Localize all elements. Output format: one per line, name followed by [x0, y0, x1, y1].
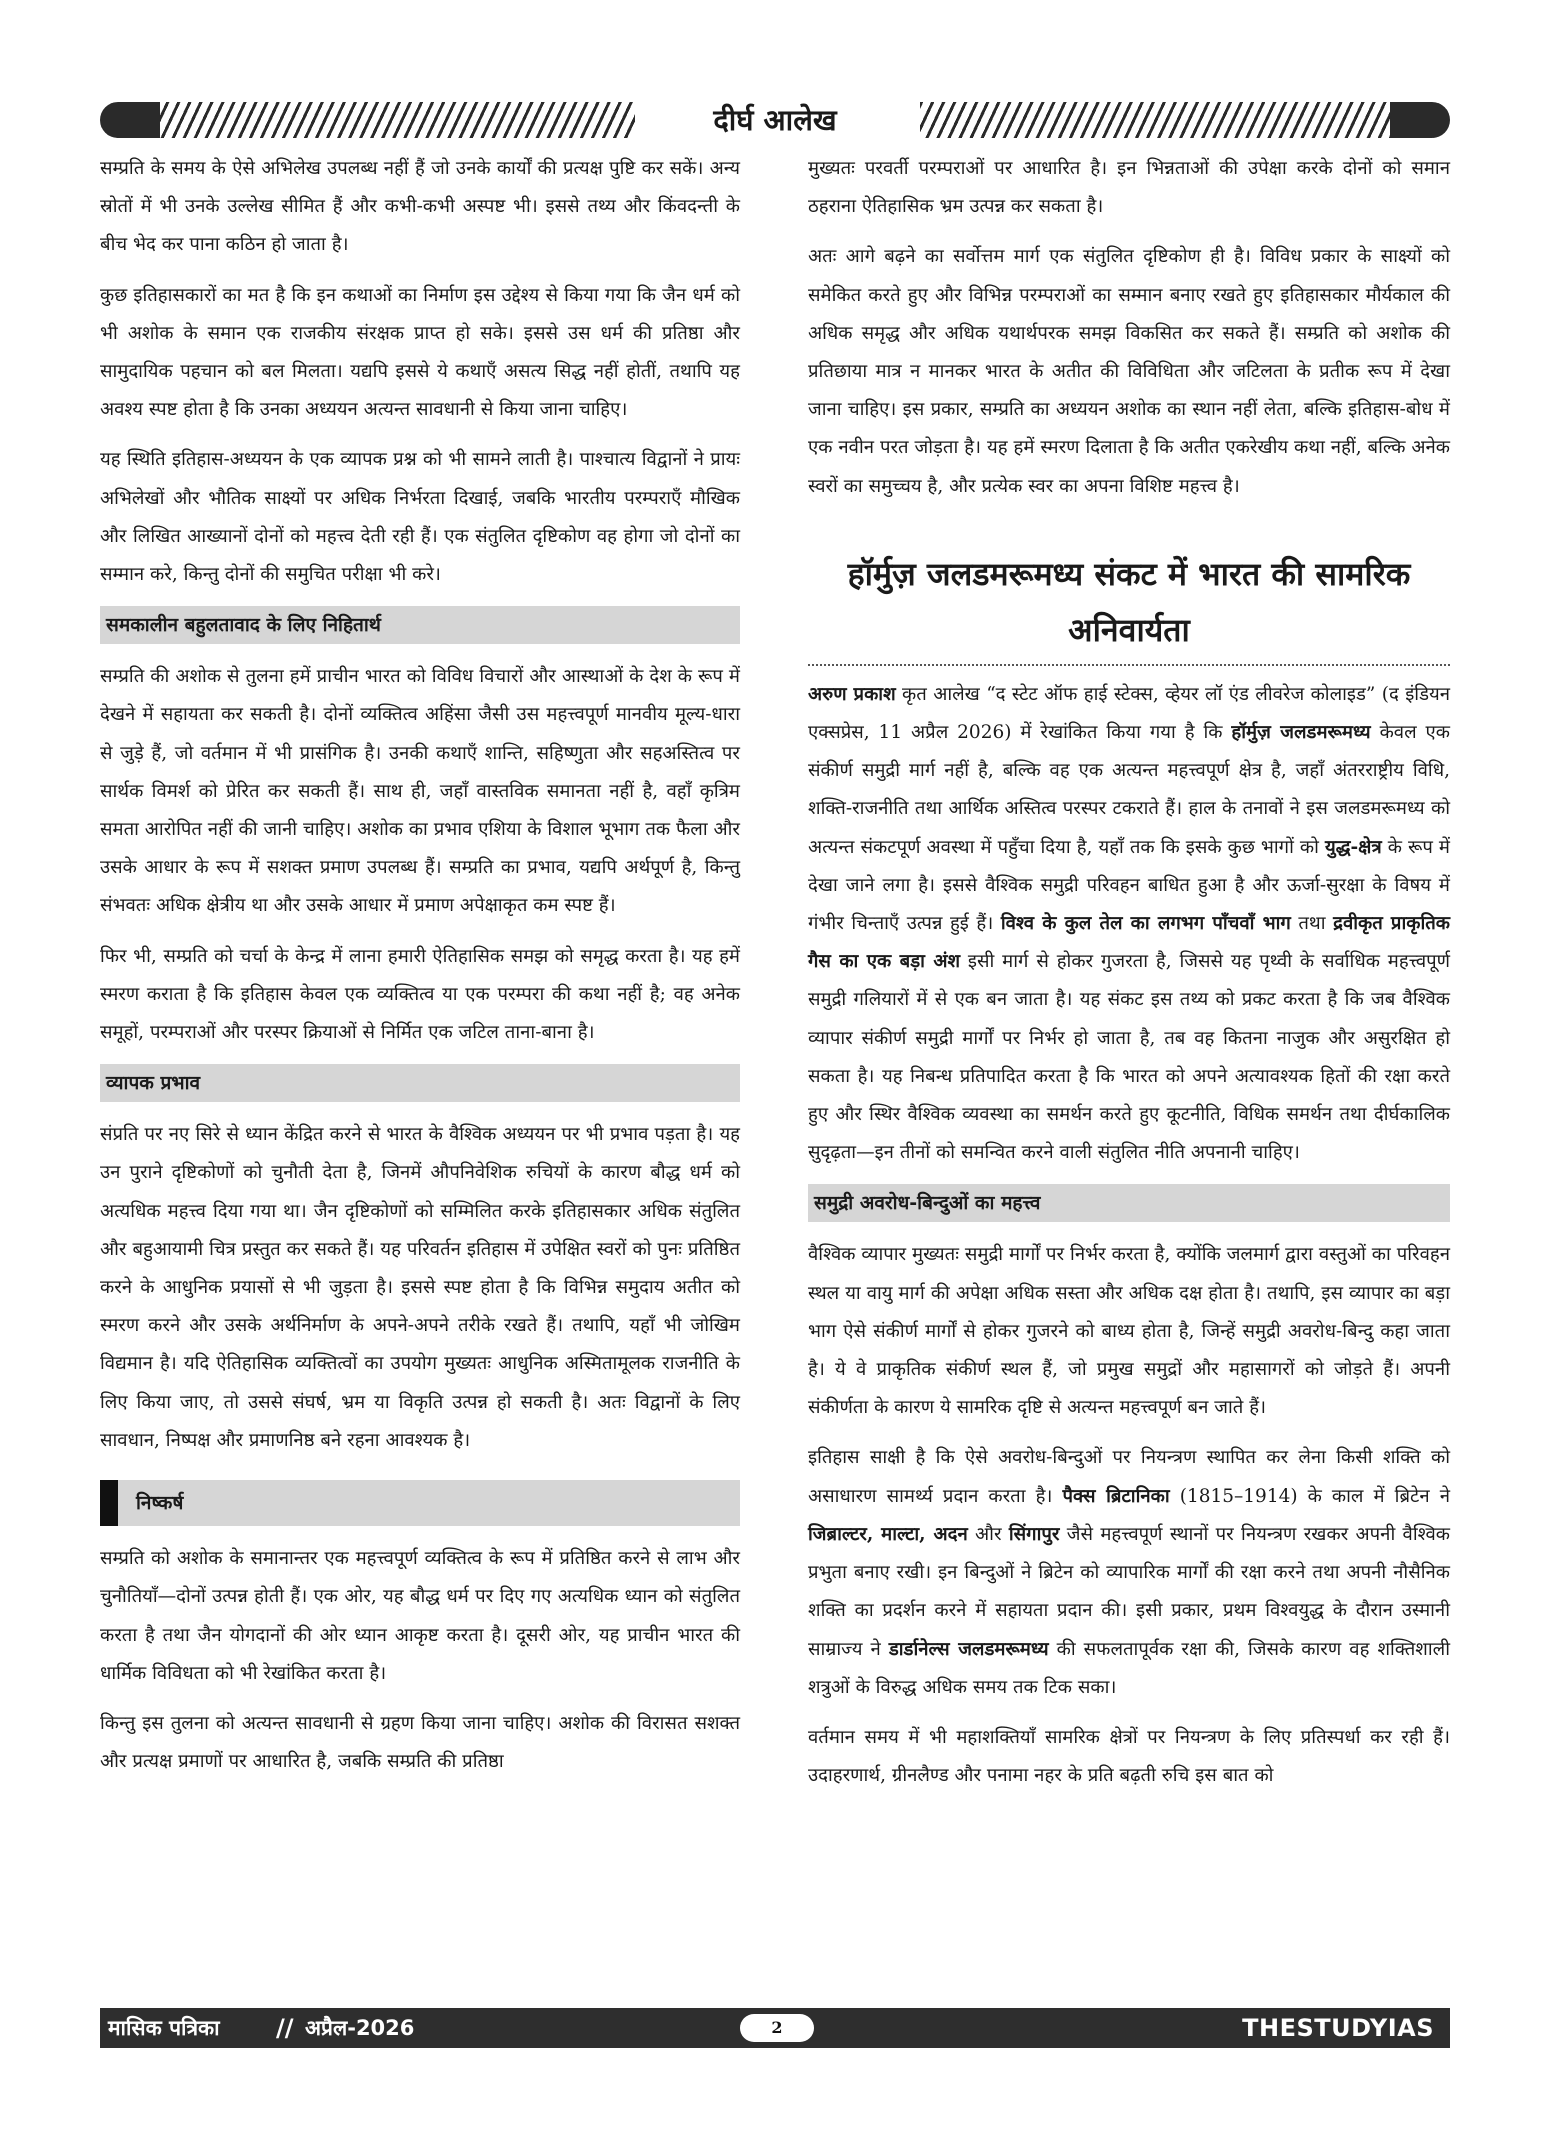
- right-column: [808, 150, 1450, 1807]
- page-header: [100, 100, 1450, 140]
- article-title: हॉर्मुज़ जलडमरूमध्य संकट में भारत की सामरिक अनिवार्यता: [847, 554, 1411, 649]
- text-run: (1815–1914) के काल में ब्रिटेन ने: [1169, 1485, 1450, 1507]
- paragraph: सम्प्रति की अशोक से तुलना हमें प्राचीन भारत को विविध विचारों और आस्थाओं के देश के रूप में देखने में सहायता कर सकती है। दोनों व्यक्तित्व अहिंसा जैसी उस महत्त्वपूर्ण मानवीय मूल्य-धारा से जुड़े हैं, जो वर्तमान में भी प्रासंगिक है। उनकी कथाएँ शान्ति, सहिष्णुता और सहअस्तित्व पर सार्थक विमर्श को प्रेरित कर सकती हैं। साथ ही, जहाँ वास्तविक समानता नहीं है, वहाँ कृत्रिम समता आरोपित नहीं की जानी चाहिए। अशोक का प्रभाव एशिया के विशाल भूभाग तक फैला और उसके आधार के रूप में सशक्त प्रमाण उपलब्ध हैं। सम्प्रति का प्रभाव, यद्यपि अर्थपूर्ण है, किन्तु संभवतः अधिक क्षेत्रीय था और उसके आधार में प्रमाण अपेक्षाकृत कम स्पष्ट हैं।: [100, 666, 740, 917]
- left-column: [100, 150, 740, 1793]
- page-footer: [100, 2008, 1450, 2048]
- paragraph: वैश्विक व्यापार मुख्यतः समुद्री मार्गों पर निर्भर करता है, क्योंकि जलमार्ग द्वारा वस्तुओं का परिवहन स्थल या वायु मार्ग की अपेक्षा अधिक सस्ता और अधिक दक्ष होता है। तथापि, इस व्यापार का बड़ा भाग ऐसे संकीर्ण मार्गों से होकर गुजरने को बाध्य होता है, जिन्हें समुद्री अवरोध-बिन्दु कहा जाता है। ये वे प्राकृतिक संकीर्ण स्थल हैं, जो प्रमुख समुद्रों और महासागरों को जोड़ते हैं। अपनी संकीर्णता के कारण ये सामरिक दृष्टि से अत्यन्त महत्त्वपूर्ण बन जाते हैं।: [808, 1244, 1450, 1419]
- paragraph: सम्प्रति को अशोक के समानान्तर एक महत्त्वपूर्ण व्यक्तित्व के रूप में प्रतिष्ठित करने से लाभ और चुनौतियाँ—दोनों उत्पन्न होती हैं। एक ओर, यह बौद्ध धर्म पर दिए गए अत्यधिक ध्यान को संतुलित करता है तथा जैन योगदानों की ओर ध्यान आकृष्ट करता है। दूसरी ओर, यह प्राचीन भारत की धार्मिक विविधता को भी रेखांकित करता है।: [100, 1548, 740, 1684]
- text-run: की सफलतापूर्वक रक्षा की, जिसके कारण वह शक्तिशाली शत्रुओं के विरुद्ध अधिक समय तक टिक सका।: [808, 1638, 1451, 1698]
- paragraph: संप्रति पर नए सिरे से ध्यान केंद्रित करने से भारत के वैश्विक अध्ययन पर भी प्रभाव पड़ता है। यह उन पुराने दृष्टिकोणों को चुनौती देता है, जिनमें औपनिवेशिक रुचियों के कारण बौद्ध धर्म को अत्यधिक महत्त्व दिया गया था। जैन दृष्टिकोणों को सम्मिलित करके इतिहासकार अधिक संतुलित और बहुआयामी चित्र प्रस्तुत कर सकते हैं। यह परिवर्तन इतिहास में उपेक्षित स्वरों को पुनः प्रतिष्ठित करने के आधुनिक प्रयासों से भी जुड़ता है। इससे स्पष्ट होता है कि विभिन्न समुदाय अतीत को स्मरण करने और उसके अर्थनिर्माण के अपने-अपने तरीके रखते हैं। तथापि, यहाँ भी जोखिम विद्यमान है। यदि ऐतिहासिक व्यक्तित्वों का उपयोग मुख्यतः आधुनिक अस्मितामूलक राजनीति के लिए किया जाए, तो उससे संघर्ष, भ्रम या विकृति उत्पन्न हो सकती है। अतः विद्वानों के लिए सावधान, निष्पक्ष और प्रमाणनिष्ठ बने रहना आवश्यक है।: [100, 1124, 740, 1451]
- bold-term: पैक्स ब्रिटानिका: [1062, 1485, 1170, 1507]
- paragraph: सम्प्रति के समय के ऐसे अभिलेख उपलब्ध नहीं हैं जो उनके कार्यों की प्रत्यक्ष पुष्टि कर सकें। अन्य स्रोतों में भी उनके उल्लेख सीमित हैं और कभी-कभी अस्पष्ट भी। इससे तथ्य और किंवदन्ती के बीच भेद कर पाना कठिन हो जाता है।: [100, 158, 740, 256]
- header-cap-right: [1390, 102, 1450, 138]
- bold-term: जिब्राल्टर, माल्टा, अदन: [808, 1523, 968, 1545]
- paragraph: वर्तमान समय में भी महाशक्तियाँ सामरिक क्षेत्रों पर नियन्त्रण के लिए प्रतिस्पर्धा कर रही हैं। उदाहरणार्थ, ग्रीनलैण्ड और पनामा नहर के प्रति बढ़ती रुचि इस बात को: [808, 1726, 1450, 1787]
- text-run: इतिहास साक्षी है कि ऐसे अवरोध-बिन्दुओं पर नियन्त्रण स्थापित कर लेना किसी शक्ति को असाधारण सामर्थ्य प्रदान करता है।: [808, 1447, 1450, 1507]
- bold-term: सिंगापुर: [1008, 1523, 1060, 1545]
- conclusion-heading: निष्कर्ष: [100, 1480, 740, 1526]
- text-run: केवल एक संकीर्ण समुद्री मार्ग नहीं है, बल्कि वह एक अत्यन्त महत्त्वपूर्ण क्षेत्र है, जहाँ अंतरराष्ट्रीय विधि, शक्ति-राजनीति तथा आर्थिक अस्तित्व परस्पर टकराते हैं। हाल के तनावों ने इस जलडमरूमध्य को अत्यन्त संकटपूर्ण अवस्था में पहुँचा दिया है, यहाँ तक कि इसके कुछ भागों को: [808, 722, 1450, 858]
- brand-logo: THESTUDYIAS: [1242, 2014, 1434, 2042]
- magazine-label: मासिक पत्रिका: [108, 2016, 220, 2040]
- paragraph: [808, 1439, 1450, 1706]
- bold-term: हॉर्मुज़ जलडमरूमध्य: [1231, 722, 1371, 744]
- section-title: दीर्घ आलेख: [713, 103, 837, 137]
- header-stripe-right: [920, 102, 1450, 138]
- paragraph: किन्तु इस तुलना को अत्यन्त सावधानी से ग्रहण किया जाना चाहिए। अशोक की विरासत सशक्त और प्रत्यक्ष प्रमाणों पर आधारित है, जबकि सम्प्रति की प्रतिष्ठा: [100, 1712, 740, 1773]
- section-heading: समुद्री अवरोध-बिन्दुओं का महत्त्व: [808, 1184, 1450, 1222]
- text-run: इसी मार्ग से होकर गुजरता है, जिससे यह पृथ्वी के सर्वाधिक महत्त्वपूर्ण समुद्री गलियारों में से एक बन जाता है। यह संकट इस तथ्य को प्रकट करता है कि जब वैश्विक व्यापार संकीर्ण समुद्री मार्गों पर निर्भर हो जाता है, तब वह कितना नाजुक और असुरक्षित हो सकता है। यह निबन्ध प्रतिपादित करता है कि भारत को अपने अत्यावश्यक हितों की रक्षा करते हुए और स्थिर वैश्विक व्यवस्था का समर्थन करते हुए कूटनीति, विधिक समर्थन तथा दीर्घकालिक सुदृढ़ता—इन तीनों को समन्वित करने वाली संतुलित नीति अपनानी चाहिए।: [808, 951, 1450, 1164]
- text-run: के रूप में देखा जाने लगा है। इससे वैश्विक समुद्री परिवहन बाधित हुआ है और ऊर्जा-सुरक्षा के विषय में गंभीर चिन्ताएँ उत्पन्न हुई हैं।: [808, 836, 1450, 935]
- paragraph: फिर भी, सम्प्रति को चर्चा के केन्द्र में लाना हमारी ऐतिहासिक समझ को समृद्ध करता है। यह हमें स्मरण कराता है कि इतिहास केवल एक व्यक्तित्व या एक परम्परा की कथा नहीं है; वह अनेक समूहों, परम्पराओं और परस्पर क्रियाओं से निर्मित एक जटिल ताना-बाना है।: [100, 945, 740, 1044]
- paragraph: यह स्थिति इतिहास-अध्ययन के एक व्यापक प्रश्न को भी सामने लाती है। पाश्चात्य विद्वानों ने प्रायः अभिलेखों और भौतिक साक्ष्यों पर अधिक निर्भरता दिखाई, जबकि भारतीय परम्पराएँ मौखिक और लिखित आख्यानों दोनों को महत्त्व देती रही हैं। एक संतुलित दृष्टिकोण वह होगा जो दोनों का सम्मान करे, किन्तु दोनों की समुचित परीक्षा भी करे।: [100, 449, 740, 586]
- bold-term: युद्ध-क्षेत्र: [1324, 836, 1382, 858]
- text-run: जैसे महत्त्वपूर्ण स्थानों पर नियन्त्रण रखकर अपनी वैश्विक प्रभुता बनाए रखी। इन बिन्दुओं ने ब्रिटेन को व्यापारिक मार्गों की रक्षा करने तथा अपनी नौसैनिक शक्ति का प्रदर्शन करने में सहायता प्रदान की। इसी प्रकार, प्रथम विश्वयुद्ध के दौरान उस्मानी साम्राज्य ने: [808, 1523, 1450, 1660]
- paragraph: कुछ इतिहासकारों का मत है कि इन कथाओं का निर्माण इस उद्देश्य से किया गया कि जैन धर्म को भी अशोक के समान एक राजकीय संरक्षक प्राप्त हो सके। इससे उस धर्म की प्रतिष्ठा और सामुदायिक पहचान को बल मिलता। यद्यपि इससे ये कथाएँ असत्य सिद्ध नहीं होतीं, तथापि यह अवश्य स्पष्ट होता है कि उनका अध्ययन अत्यन्त सावधानी से किया जाना चाहिए।: [100, 284, 740, 421]
- header-stripe-left: [100, 102, 635, 138]
- footer-separator: //: [276, 2014, 294, 2042]
- section-heading: समकालीन बहुलतावाद के लिए निहितार्थ: [100, 606, 740, 644]
- author-name: अरुण प्रकाश: [808, 683, 896, 705]
- text-run: और: [967, 1523, 1009, 1545]
- dotted-divider: [808, 664, 1450, 666]
- bold-term: द्रवीकृत प्राकृतिक गैस का एक बड़ा अंश: [808, 913, 1451, 973]
- bold-term: डार्डानेल्स जलडमरूमध्य: [888, 1638, 1049, 1660]
- section-heading: व्यापक प्रभाव: [100, 1064, 740, 1102]
- header-cap-left: [100, 102, 160, 138]
- paragraph: अतः आगे बढ़ने का सर्वोत्तम मार्ग एक संतुलित दृष्टिकोण ही है। विविध प्रकार के साक्ष्यों को समेकित करते हुए और विभिन्न परम्पराओं का सम्मान बनाए रखते हुए इतिहासकार मौर्यकाल की अधिक समृद्ध और अधिक यथार्थपरक समझ विकसित कर सकते हैं। सम्प्रति को अशोक की प्रतिछाया मात्र न मानकर भारत के अतीत की विविधिता और जटिलता के प्रतीक रूप में देखा जाना चाहिए। इस प्रकार, सम्प्रति का अध्ययन अशोक का स्थान नहीं लेता, बल्कि इतिहास-बोध में एक नवीन परत जोड़ता है। यह हमें स्मरण दिलाता है कि अतीत एकरेखीय कथा नहीं, बल्कि अनेक स्वरों का समुच्चय है, और प्रत्येक स्वर का अपना विशिष्ट महत्त्व है।: [808, 246, 1450, 497]
- text-run: कृत आलेख “द स्टेट ऑफ हाई स्टेक्स, व्हेयर लॉ एंड लीवरेज कोलाइड” (द इंडियन एक्सप्रेस, 11 अप्रैल 2026) में रेखांकित किया गया है कि: [808, 683, 1450, 744]
- text-run: तथा: [1290, 913, 1334, 935]
- paragraph: मुख्यतः परवर्ती परम्पराओं पर आधारित है। इन भिन्नताओं की उपेक्षा करके दोनों को समान ठहराना ऐतिहासिक भ्रम उत्पन्न कर सकता है।: [808, 158, 1450, 218]
- intro-paragraph: [808, 676, 1450, 1173]
- bold-term: विश्व के कुल तेल का लगभग पाँचवाँ भाग: [1000, 913, 1291, 935]
- issue-date: अप्रैल-2026: [305, 2016, 415, 2040]
- page-number: 2: [740, 2014, 814, 2042]
